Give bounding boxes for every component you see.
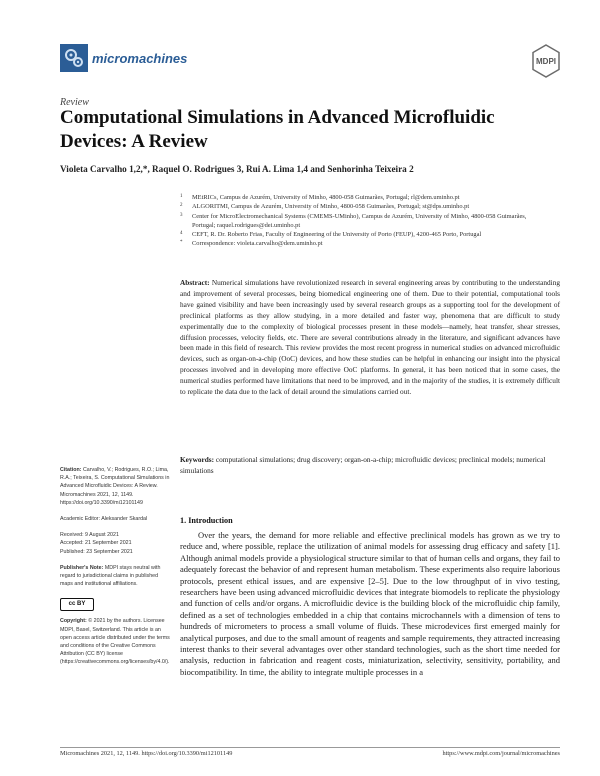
copyright-label: Copyright:	[60, 618, 87, 625]
abstract-label: Abstract:	[180, 278, 210, 287]
abstract	[180, 278, 560, 398]
affiliation-number: 2	[180, 203, 183, 209]
affiliation-text: CEFT, R. Dr. Roberto Frias, Faculty of Engineering of the University of Porto (FEUP), 4200-465 Porto, Portugal	[192, 231, 482, 239]
section-heading-introduction: 1. Introduction	[180, 516, 233, 525]
affiliation-number: 4	[180, 231, 183, 237]
affiliation-text: Center for MicroElectromechanical Systems (CMEMS-UMinho), Campus de Azurém, University of Minho, 4800-058 Guimarães, Portugal; raquel.rodrigues@dei.uminho.pt	[192, 212, 527, 229]
affiliation-number: *	[180, 240, 183, 246]
journal-name[interactable]: micromachines	[92, 51, 188, 66]
article-title: Computational Simulations in Advanced Microfluidic Devices: A Review	[60, 107, 495, 152]
accepted-date: Accepted: 21 September 2021	[60, 540, 132, 547]
footer-journal-url[interactable]: https://www.mdpi.com/journal/micromachines	[442, 750, 560, 757]
journal-header	[60, 44, 560, 84]
footer-citation[interactable]: Micromachines 2021, 12, 1149. https://doi.org/10.3390/mi12101149	[60, 750, 233, 757]
journal-gear-logo-icon	[60, 44, 88, 72]
citation-text[interactable]: Carvalho, V.; Rodrigues, R.O.; Lima, R.A.; Teixeira, S. Computational Simulations in Advanced Microfluidic Devices: A Review. Micromachines 2021, 12, 1149. https://doi.org/10.3390/mi12101149	[60, 467, 170, 506]
article-type: Review	[60, 97, 89, 108]
citation-block	[60, 466, 172, 507]
publishers-note-label: Publisher's Note:	[60, 564, 104, 571]
affiliation-item	[180, 239, 540, 248]
mdpi-logo-icon[interactable]	[531, 44, 561, 78]
affiliations	[180, 193, 540, 249]
author-list[interactable]: Violeta Carvalho 1,2,*, Raquel O. Rodrigues 3, Rui A. Lima 1,4 and Senhorinha Teixeira 2	[60, 164, 414, 174]
copyright-text: © 2021 by the authors. Licensee MDPI, Basel, Switzerland. This article is an open access article distributed under the terms and conditions of the Creative Commons Attribution (CC BY) license (https://creativecommons.org/licenses/by/4.0/).	[60, 618, 170, 666]
affiliation-number: 1	[180, 194, 183, 199]
publishers-note-text: MDPI stays neutral with regard to jurisdictional claims in published maps and institutional affiliations.	[60, 564, 161, 588]
cc-by-license-icon[interactable]: cc BY	[60, 598, 94, 611]
affiliation-number: 3	[180, 212, 183, 218]
dates-block	[60, 531, 172, 556]
keywords	[180, 455, 560, 476]
keywords-label: Keywords:	[180, 455, 215, 464]
affiliation-text: MEtRICs, Campus de Azurém, University of Minho, 4800-058 Guimarães, Portugal; rl@dem.uminho.pt	[192, 194, 460, 201]
affiliation-text: ALGORITMI, Campus de Azurém, University of Minho, 4800-058 Guimarães, Portugal; st@dps.uminho.pt	[192, 203, 470, 211]
publishers-note	[60, 564, 172, 589]
citation-label: Citation:	[60, 467, 82, 473]
keywords-text: computational simulations; drug discovery; organ-on-a-chip; microfluidic devices; preclinical models; numerical simulations	[180, 455, 546, 475]
footer-divider	[60, 747, 560, 748]
copyright-block	[60, 617, 172, 666]
published-date: Published: 23 September 2021	[60, 548, 133, 555]
mdpi-logo-text: MDPI	[536, 57, 556, 66]
affiliation-item	[180, 212, 540, 231]
affiliation-item	[180, 230, 540, 239]
abstract-text: Numerical simulations have revolutionized research in several engineering areas by contributing to the understanding and improvement of several processes, being biomedical engineering one of them. Due to their potential, computational tools have gained visibility and have been increasingly used by several research groups as a supporting tool for the development of preclinical platforms as they allow studying, in a more detailed and faster way, phenomena that are difficult to study experimentally due to the complexity of biological processes present in these models—namely, heat transfer, shear stresses, diffusion processes, velocity fields, etc. There are several contributions already in the literature, and significant advances have been made in this field of research. This review provides the most recent progress in numerical studies on advanced microfluidic devices, such as organ-on-a-chip (OoC) devices, and how these studies can be helpful in enhancing our insight into the physical processes involved and in developing more effective OoC platforms. In general, it has been noticed that in some cases, the numerical studies performed have limitations that need to be improved, and in the majority of the studies, it is extremely difficult to replicate the data due to the lack of detail around the simulations carried out.	[180, 278, 561, 397]
article-sidebar	[60, 466, 172, 675]
affiliation-item	[180, 193, 540, 202]
affiliation-item	[180, 202, 540, 211]
academic-editor: Academic Editor: Aleksander Skardal	[60, 516, 148, 523]
introduction-text: Over the years, the demand for more reliable and effective preclinical models has grown as we try to reduce and, where possible, replace the utilization of animal models for assessing drug efficacy and safety [1]. Although animal models provide a physiological structure similar to that of human cells and organs, they fail to adequately forecast the behavior of and represent human metabolism. These experiments also require laborious protocols, present ethical issues, and are expensive [2–5]. Due to the low throughput of in vivo testing, researchers have been using advanced microfluidic devices that integrate biomodels to replicate the physiology and function of cells and/or organs. A microfluidic device is the building block of the microfluidic chip family, defined as a set of technologies embedded in a chip that contains microchannels with a dimension of tens to hundreds of micrometers to process a small volume of fluids. These microdevices first emerged mainly for analytical purposes, and due to the small amount of reagents and sample requirements, they attracted increasing interest thanks to their several advantages over other standard technologies, such as the short time needed for analysis, reduction in fabrication and reagent costs, miniaturization, selectivity, sensitivity, portability, and biocompatibility. In time, the ability to integrate multiple processes in a	[180, 530, 560, 677]
affiliation-text: Correspondence: violeta.carvalho@dem.uminho.pt	[192, 240, 323, 248]
received-date: Received: 9 August 2021	[60, 532, 119, 539]
